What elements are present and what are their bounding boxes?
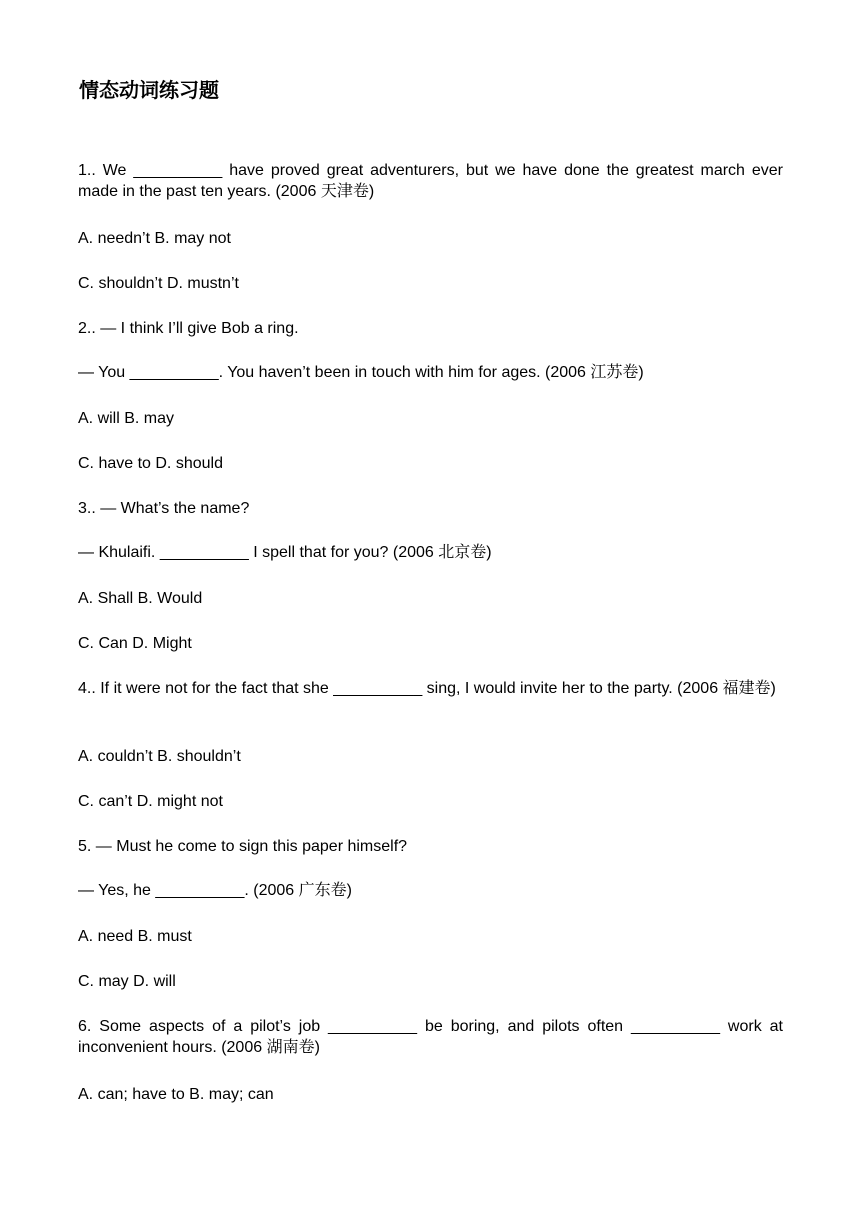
question-2-options-a-b: A. will B. may [78,410,175,427]
question-3-options-a-b: A. Shall B. Would [78,590,203,607]
question-1-options-a-b: A. needn’t B. may not [78,230,231,247]
question-3-options-c-d: C. Can D. Might [78,635,192,652]
question-4-options-c-d: C. can’t D. might not [78,793,223,810]
question-2-stem: 2.. — I think I’ll give Bob a ring. [78,320,299,337]
question-4-stem: 4.. If it were not for the fact that she __________ sing, I would invite her to the party. (2006 福建卷) [78,680,776,697]
document-title: 情态动词练习题 [79,78,219,102]
question-6-options-a-b: A. can; have to B. may; can [78,1086,274,1103]
question-1-stem: 1.. We __________ have proved great adventurers, but we have done the greatest march ever made in the past ten years. (2006 天津卷) [78,162,783,200]
question-4-options-a-b: A. couldn’t B. shouldn’t [78,748,241,765]
question-2-reply: — You __________. You haven’t been in touch with him for ages. (2006 江苏卷) [78,364,644,381]
question-6-stem: 6. Some aspects of a pilot’s job __________ be boring, and pilots often __________ work at inconvenient hours. (2006 湖南卷) [78,1018,783,1056]
question-2-options-c-d: C. have to D. should [78,455,223,472]
question-1-options-c-d: C. shouldn’t D. mustn’t [78,275,239,292]
question-3-reply: — Khulaifi. __________ I spell that for you? (2006 北京卷) [78,544,492,561]
question-5-reply: — Yes, he __________. (2006 广东卷) [78,882,352,899]
question-5-options-c-d: C. may D. will [78,973,176,990]
question-5-options-a-b: A. need B. must [78,928,192,945]
question-3-stem: 3.. — What’s the name? [78,500,250,517]
question-5-stem: 5. — Must he come to sign this paper himself? [78,838,408,855]
